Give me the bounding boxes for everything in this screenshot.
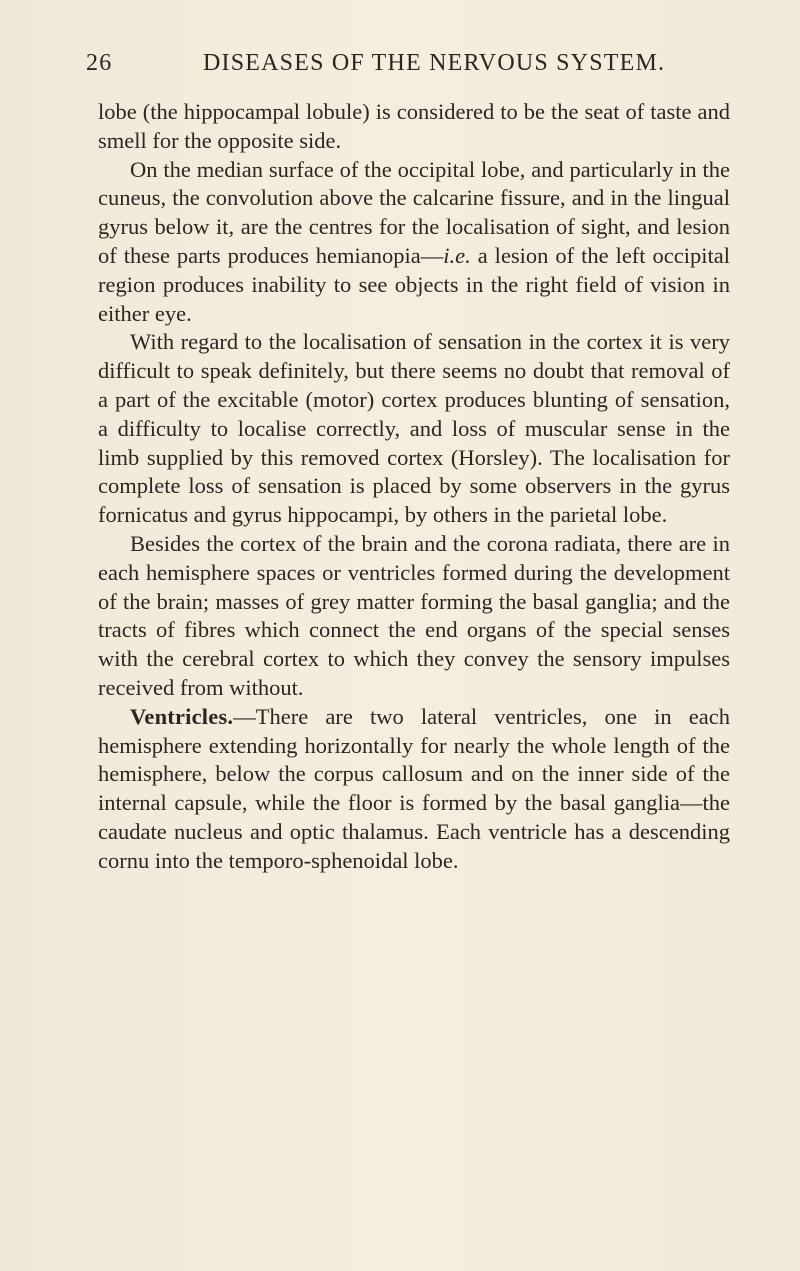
- section-run-in-heading: Ventricles.: [130, 703, 234, 729]
- italic-abbreviation: i.e.: [443, 242, 471, 268]
- paragraph-hemisphere-structures: Besides the cortex of the brain and the corona radiata, there are in each hemisphere spaces or ventricles formed during the development of the brain; masses of grey matter forming the basal ganglia; and the tracts of fibres which connect the end organs of the special senses with the cerebral cortex to which they convey the sensory impulses received from without.: [98, 530, 730, 700]
- running-head: DISEASES OF THE NERVOUS SYSTEM.: [203, 50, 666, 76]
- page-number: 26: [86, 50, 113, 76]
- paragraph-continuation: lobe (the hippocampal lobule) is considered to be the seat of taste and smell for the opposite side.: [98, 99, 730, 153]
- paragraph-sensation-localisation: With regard to the localisation of sensation in the cortex it is very difficult to speak definitely, but there seems no doubt that removal of a part of the excitable (motor) cortex produces blunting of sensation, a difficulty to localise correctly, and loss of muscular sense in the limb supplied by this removed cortex (Horsley). The localisation for complete loss of sensation is placed by some observers in the gyrus fornicatus and gyrus hippocampi, by others in the parietal lobe.: [98, 329, 730, 528]
- paragraph-ventricles: [98, 703, 730, 876]
- body-text: [98, 98, 730, 876]
- paragraph-sight-localisation: [98, 156, 730, 329]
- paragraph-text: a lesion of the left occipital region produces inability to see objects in the right field of vision in either eye.: [98, 242, 730, 326]
- paragraph-text: —There are two lateral ventricles, one in each hemisphere extending horizontally for nearly the whole length of the hemisphere, below the corpus callosum and on the inner side of the internal capsule, while the floor is formed by the basal ganglia—the caudate nucleus and optic thalamus. Each ventricle has a descending cornu into the temporo-sphenoidal lobe.: [98, 703, 730, 873]
- page-header: [86, 50, 726, 86]
- paragraph-text: On the median surface of the occipital lobe, and particularly in the cuneus, the convolution above the calcarine fissure, and in the lingual gyrus below it, are the centres for the localisation of sight, and lesion of these parts produces hemianopia—: [98, 156, 730, 268]
